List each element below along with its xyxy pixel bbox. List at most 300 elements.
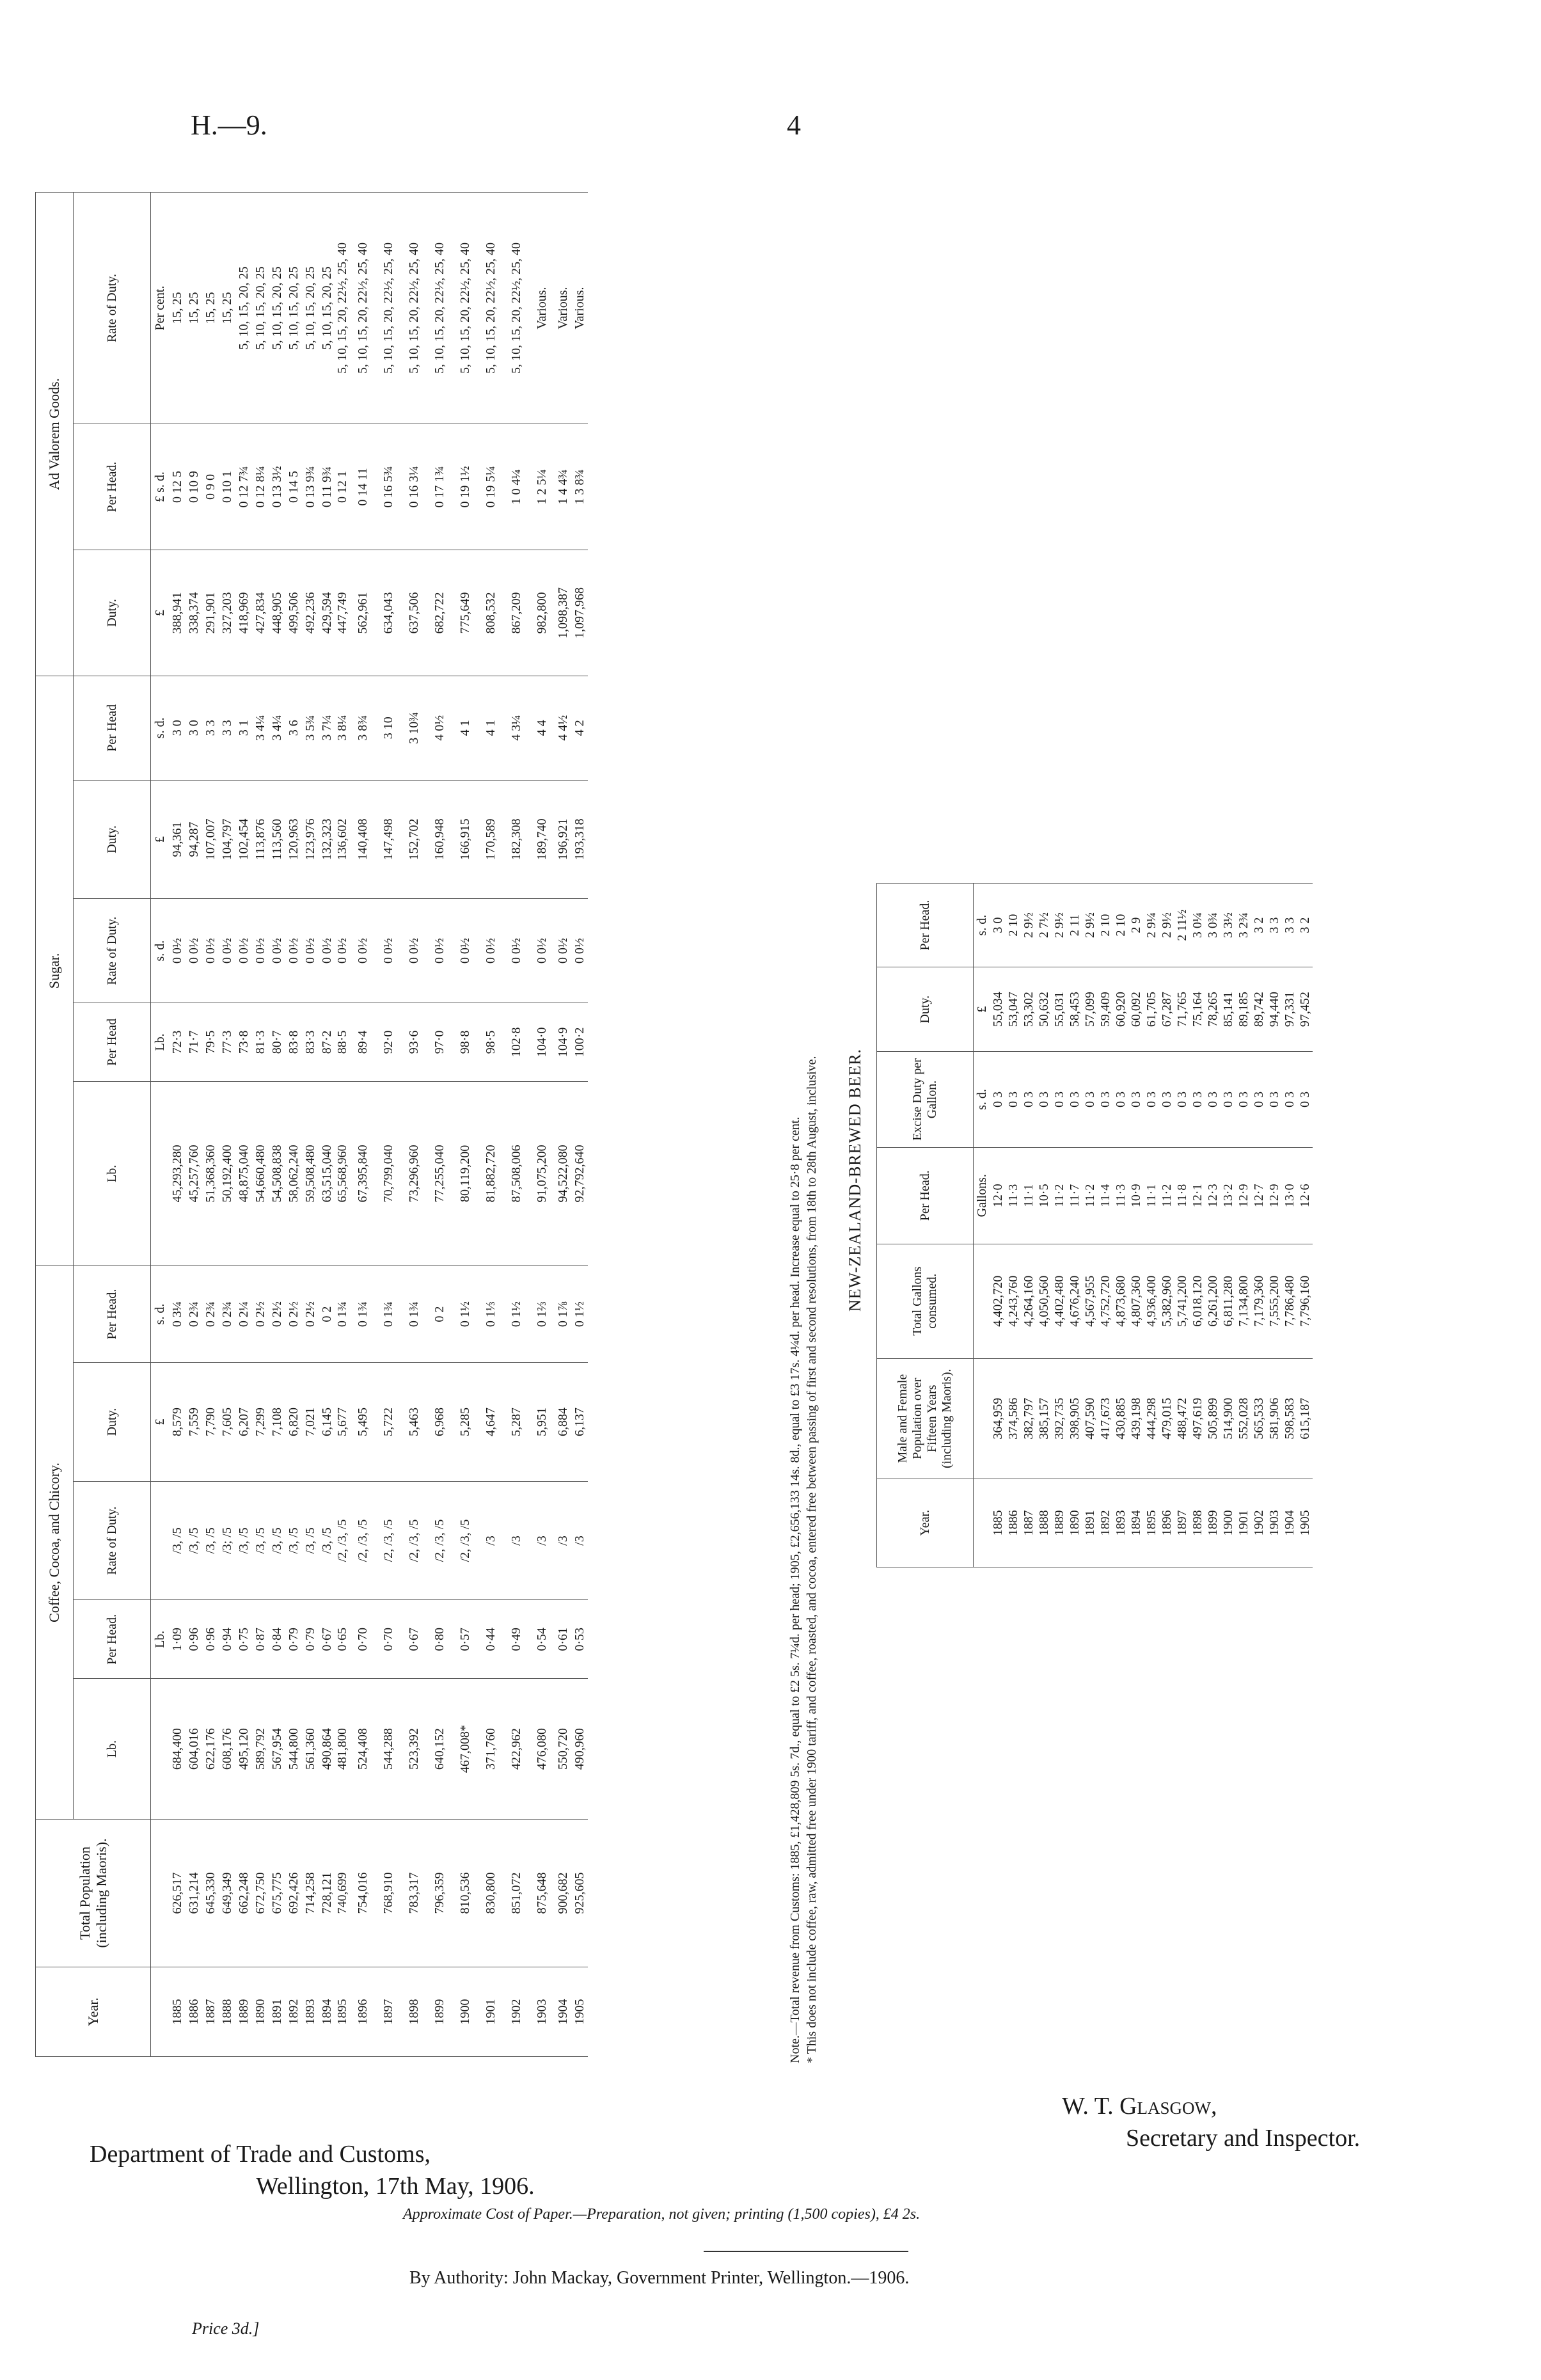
price-line: Price 3d.] [192,2319,260,2338]
table-cell: 0 16 5¾ [375,424,401,550]
col-coffee-duty-per-head: Per Head. [74,1265,151,1362]
table-cell: 388,941 [169,550,186,676]
table-cell: 0 0½ [219,899,235,1003]
table-cell: 11·8 [1174,1147,1190,1244]
table-cell: 0·67 [319,1600,335,1679]
table-cell: 490,960 [571,1679,588,1820]
signatory-name: W. T. Glasgow, [1062,2093,1217,2120]
table-cell: s. d. [151,676,170,780]
table-cell: 0·61 [555,1600,571,1679]
col-coffee-duty: Duty. [74,1363,151,1482]
table-cell: 3 0 [990,884,1006,967]
table-cell: 0 13 9¾ [302,424,319,550]
table-cell: 783,317 [401,1819,427,1967]
table-row [375,193,401,2057]
table-cell: 4,936,400 [1144,1244,1159,1358]
table-row [302,193,319,2057]
table-cell: 0 0½ [427,899,452,1003]
notes-block [787,976,820,2063]
table-cell: 0·79 [302,1600,319,1679]
beer-table-region [876,883,1313,1567]
table-cell: 672,750 [252,1819,269,1967]
table-cell: 1 3 8¾ [571,424,588,550]
table-cell: 3 10¾ [401,676,427,780]
table-cell: 1896 [350,1967,375,2057]
table-cell: 0 0½ [235,899,252,1003]
table-cell: 0 16 3¼ [401,424,427,550]
table-cell: 0·96 [202,1600,219,1679]
table-cell: 0 3 [1098,1052,1113,1148]
table-row [269,193,285,2057]
trade-table-body [151,193,589,2057]
table-cell: 67,395,840 [350,1081,375,1265]
table-cell: 71,765 [1174,967,1190,1052]
table-cell: 1897 [1174,1479,1190,1567]
table-cell: 4 4 [529,676,555,780]
table-cell: 5, 10, 15, 20, 25 [302,193,319,424]
beer-row [1036,884,1052,1567]
table-cell: 7,786,480 [1282,1244,1297,1358]
table-cell: 0 2¼ [235,1265,252,1362]
table-cell: /2, /3, /5 [427,1481,452,1600]
table-cell: 550,720 [555,1679,571,1820]
table-cell: 714,258 [302,1819,319,1967]
table-cell: 1902 [503,1967,529,2057]
table-cell: 6,820 [285,1363,302,1482]
table-cell: 1888 [1036,1479,1052,1567]
table-cell: 1 4 4¾ [555,424,571,550]
table-cell: 3 0¾ [1205,884,1221,967]
table-cell: 5, 10, 15, 20, 22½, 25, 40 [503,193,529,424]
col-adv-rate: Rate of Duty. [74,193,151,424]
table-cell: 189,740 [529,780,555,899]
table-cell: 4,647 [478,1363,503,1482]
table-cell: 147,498 [375,780,401,899]
table-cell: 5, 10, 15, 20, 22½, 25, 40 [350,193,375,424]
table-cell: 5, 10, 15, 20, 22½, 25, 40 [427,193,452,424]
beer-row [1190,884,1205,1567]
table-cell: 7,559 [186,1363,202,1482]
table-row [401,193,427,2057]
table-cell: 98·5 [478,1003,503,1081]
page-code: H.—9. [191,109,267,141]
table-cell: 1895 [1144,1479,1159,1567]
divider [704,2251,908,2252]
table-cell: 4 1 [452,676,478,780]
table-cell: 0·53 [571,1600,588,1679]
beer-row [1297,884,1313,1567]
table-cell [151,1967,170,2057]
col-sugar-lb: Lb. [74,1081,151,1265]
table-cell: 60,092 [1128,967,1144,1052]
table-cell: 87,508,006 [503,1081,529,1265]
table-cell: 0 12 1 [335,424,350,550]
table-cell: 495,120 [235,1679,252,1820]
table-cell: 5,287 [503,1363,529,1482]
table-cell: 87·2 [319,1003,335,1081]
table-cell: 83·8 [285,1003,302,1081]
col-year: Year. [36,1967,151,2057]
table-cell: 1·09 [169,1600,186,1679]
table-cell: 900,682 [555,1819,571,1967]
table-cell: 170,589 [478,780,503,899]
beer-row [1113,884,1128,1567]
table-cell: 429,594 [319,550,335,676]
table-cell: 48,875,040 [235,1081,252,1265]
table-cell: 4,873,680 [1113,1244,1128,1358]
table-cell: 104·9 [555,1003,571,1081]
table-cell: 55,034 [990,967,1006,1052]
beer-row [1067,884,1082,1567]
table-cell: 53,047 [1006,967,1021,1052]
table-cell: 5, 10, 15, 20, 22½, 25, 40 [452,193,478,424]
table-cell: 7,021 [302,1363,319,1482]
table-cell: 83·3 [302,1003,319,1081]
table-cell: 1 0 4¼ [503,424,529,550]
table-cell: 565,533 [1251,1358,1267,1479]
table-cell: 11·2 [1052,1147,1067,1244]
table-cell: 3 2 [1297,884,1313,967]
table-cell: 2 9½ [1159,884,1174,967]
table-cell: s. d. [151,899,170,1003]
table-cell: 0 1½ [452,1265,478,1362]
table-cell: 2 10 [1006,884,1021,967]
table-cell: 1889 [235,1967,252,2057]
table-cell: 1886 [186,1967,202,2057]
table-cell: 12·9 [1236,1147,1251,1244]
table-cell: 0 0½ [335,899,350,1003]
table-cell: 65,568,960 [335,1081,350,1265]
table-cell: 4,752,720 [1098,1244,1113,1358]
table-cell: 0·87 [252,1600,269,1679]
table-cell: 4,050,560 [1036,1244,1052,1358]
table-cell: 107,007 [202,780,219,899]
table-cell: 51,368,360 [202,1081,219,1265]
table-cell: 89·4 [350,1003,375,1081]
table-cell: 7,555,200 [1267,1244,1282,1358]
table-cell: 5,951 [529,1363,555,1482]
table-cell: £ [974,967,991,1052]
table-cell: 1893 [302,1967,319,2057]
table-cell: 1891 [1082,1479,1098,1567]
table-cell: 5, 10, 15, 20, 25 [269,193,285,424]
table-cell: 675,775 [269,1819,285,1967]
table-cell: 6,145 [319,1363,335,1482]
table-row [169,193,186,2057]
table-cell: 0 3 [1297,1052,1313,1148]
table-cell: 12·6 [1297,1147,1313,1244]
table-cell: 12·9 [1267,1147,1282,1244]
table-cell: 488,472 [1174,1358,1190,1479]
table-cell: 11·1 [1021,1147,1036,1244]
table-cell: 50,632 [1036,967,1052,1052]
col-sugar-rate: Rate of Duty. [74,899,151,1003]
table-cell: 768,910 [375,1819,401,1967]
table-cell: 447,749 [335,550,350,676]
table-cell: 0 2 [319,1265,335,1362]
table-cell: 1885 [169,1967,186,2057]
table-cell: 497,619 [1190,1358,1205,1479]
table-cell: Various. [555,193,571,424]
table-cell: 481,800 [335,1679,350,1820]
table-cell: 0 1¾ [401,1265,427,1362]
table-cell: s. d. [151,1265,170,1362]
beer-row [1267,884,1282,1567]
table-cell: 1895 [335,1967,350,2057]
table-cell: 3 6 [285,676,302,780]
table-cell: 3 5¾ [302,676,319,780]
table-cell: 15, 25 [169,193,186,424]
table-cell: 0 3¼ [169,1265,186,1362]
table-cell: 6,968 [427,1363,452,1482]
table-cell: 13·0 [1282,1147,1297,1244]
table-cell: 97·0 [427,1003,452,1081]
table-cell: 94,440 [1267,967,1282,1052]
table-cell: 1892 [285,1967,302,2057]
table-cell: 4,402,480 [1052,1244,1067,1358]
table-cell [151,1481,170,1600]
table-cell: 0 3 [1267,1052,1282,1148]
table-cell: 608,176 [219,1679,235,1820]
group-coffee: Coffee, Cocoa, and Chicory. [36,1265,74,1819]
table-cell: 2 9½ [1021,884,1036,967]
table-cell: 808,532 [478,550,503,676]
table-cell: 75,164 [1190,967,1205,1052]
table-cell: 5, 10, 15, 20, 25 [319,193,335,424]
table-cell: 1889 [1052,1479,1067,1567]
table-cell: 1888 [219,1967,235,2057]
table-cell: 81,882,720 [478,1081,503,1265]
table-cell: 0 1½ [571,1265,588,1362]
table-cell: 544,800 [285,1679,302,1820]
table-cell: 1893 [1113,1479,1128,1567]
table-row [350,193,375,2057]
table-cell: 0 3 [1113,1052,1128,1148]
table-cell: 645,330 [202,1819,219,1967]
table-cell: 0 3 [1282,1052,1297,1148]
beer-table [876,883,1313,1567]
table-cell: 94,361 [169,780,186,899]
table-cell: 0 2¾ [202,1265,219,1362]
table-cell: 98·8 [452,1003,478,1081]
table-row [452,193,478,2057]
table-cell: 1900 [452,1967,478,2057]
table-cell: 622,176 [202,1679,219,1820]
table-cell: 0 2¾ [219,1265,235,1362]
beer-row [1144,884,1159,1567]
table-cell: 57,099 [1082,967,1098,1052]
group-sugar: Sugar. [36,676,74,1265]
table-cell: 166,915 [452,780,478,899]
table-cell: 0·49 [503,1600,529,1679]
table-cell: 3 0¼ [1190,884,1205,967]
table-cell: 392,735 [1052,1358,1067,1479]
table-cell: 796,359 [427,1819,452,1967]
table-cell: 374,586 [1006,1358,1021,1479]
col-sugar-per-head: Per Head [74,1003,151,1081]
table-cell: /3, /5 [285,1481,302,1600]
table-cell: /3 [555,1481,571,1600]
beer-row [1052,884,1067,1567]
table-cell: 5, 10, 15, 20, 25 [285,193,302,424]
table-cell: 684,400 [169,1679,186,1820]
table-cell [151,1679,170,1820]
table-cell: 0·67 [401,1600,427,1679]
table-cell: 2 10 [1098,884,1113,967]
table-cell: 104·0 [529,1003,555,1081]
table-cell: 631,214 [186,1819,202,1967]
table-cell: 55,031 [1052,967,1067,1052]
beer-row [1221,884,1236,1567]
table-cell: 3 3 [219,676,235,780]
table-cell: 0 2½ [285,1265,302,1362]
table-cell: 10·9 [1128,1147,1144,1244]
table-cell: 0 1¾ [335,1265,350,1362]
table-cell: 11·2 [1159,1147,1174,1244]
table-cell: 3 2¾ [1236,884,1251,967]
trade-statistics-table-region [35,192,784,2057]
table-cell: 5, 10, 15, 20, 22½, 25, 40 [375,193,401,424]
table-cell: 5, 10, 15, 20, 22½, 25, 40 [335,193,350,424]
table-cell: /3; /5 [219,1481,235,1600]
table-cell: 649,349 [219,1819,235,1967]
table-row [503,193,529,2057]
table-cell: 67,287 [1159,967,1174,1052]
table-cell: /3 [478,1481,503,1600]
table-cell: 0 0½ [350,899,375,1003]
table-cell: 589,792 [252,1679,269,1820]
beer-col-duty: Duty. [877,967,974,1052]
table-cell: 58,062,240 [285,1081,302,1265]
table-cell: 0 3 [1082,1052,1098,1148]
table-cell: 385,157 [1036,1358,1052,1479]
table-cell: 54,508,838 [269,1081,285,1265]
table-row [252,193,269,2057]
table-cell: 0·84 [269,1600,285,1679]
trade-statistics-table [35,192,588,2057]
table-cell: 5,463 [401,1363,427,1482]
table-cell: 15, 25 [186,193,202,424]
table-cell: 94,522,080 [555,1081,571,1265]
table-cell: 3 4¼ [252,676,269,780]
table-cell: 12·1 [1190,1147,1205,1244]
table-cell: 0 3 [1021,1052,1036,1148]
table-cell: 505,899 [1205,1358,1221,1479]
table-cell: 4 4½ [555,676,571,780]
table-row [319,193,335,2057]
table-cell: 3 3 [202,676,219,780]
table-cell: 499,506 [285,550,302,676]
col-coffee-lb: Lb. [74,1679,151,1820]
table-cell: 136,602 [335,780,350,899]
table-cell: 104,797 [219,780,235,899]
col-adv-duty: Duty. [74,550,151,676]
table-cell: 1902 [1251,1479,1267,1567]
table-cell: 11·1 [1144,1147,1159,1244]
table-cell: /2, /3, /5 [335,1481,350,1600]
table-cell: 15, 25 [219,193,235,424]
table-cell: 2 9½ [1052,884,1067,967]
table-cell: 2 11 [1067,884,1082,967]
table-cell: 0 0½ [529,899,555,1003]
table-cell: 4 1 [478,676,503,780]
table-cell: Gallons. [974,1147,991,1244]
table-cell: 5, 10, 15, 20, 22½, 25, 40 [401,193,427,424]
table-cell: 2 7½ [1036,884,1052,967]
table-cell: 85,141 [1221,967,1236,1052]
table-cell: 2 9¼ [1144,884,1159,967]
beer-row [1205,884,1221,1567]
table-cell: 1897 [375,1967,401,2057]
table-cell: 0 0½ [319,899,335,1003]
table-cell: 0 10 1 [219,424,235,550]
revenue-note: Note.—Total revenue from Customs: 1885, £1,428,809 5s. 7d., equal to £2 5s. 7¼d. per head; 1905, £2,656,133 14s. 8d., equal to £3 17s. 4¼d. per head. Increase equal to 25·8 per cent. [788,1116,802,2063]
table-row [219,193,235,2057]
table-cell: 0·75 [235,1600,252,1679]
table-cell: 77·3 [219,1003,235,1081]
table-cell: 7,134,800 [1236,1244,1251,1358]
table-cell: 3 2 [1251,884,1267,967]
table-cell: 113,560 [269,780,285,899]
table-cell: 80,119,200 [452,1081,478,1265]
table-cell: 0·54 [529,1600,555,1679]
table-cell: 4,402,720 [990,1244,1006,1358]
table-cell: 2 9½ [1082,884,1098,967]
beer-table-title: NEW-ZEALAND-BREWED BEER. [846,1048,864,1312]
table-cell: 77,255,040 [427,1081,452,1265]
table-cell: 0 14 5 [285,424,302,550]
table-cell: 0 3 [1052,1052,1067,1148]
table-cell [974,1358,991,1479]
table-cell: 100·2 [571,1003,588,1081]
table-cell: 6,018,120 [1190,1244,1205,1358]
table-cell: 851,072 [503,1819,529,1967]
table-cell: 120,963 [285,780,302,899]
table-cell: 634,043 [375,550,401,676]
table-cell: 88·5 [335,1003,350,1081]
table-cell: 3 3 [1282,884,1297,967]
table-cell: 581,906 [1267,1358,1282,1479]
table-cell: 45,257,760 [186,1081,202,1265]
table-cell: 0 3 [1159,1052,1174,1148]
table-cell: /3, /5 [302,1481,319,1600]
table-cell: 417,673 [1098,1358,1113,1479]
table-cell: 59,508,480 [302,1081,319,1265]
beer-col-gallons: Total Gallons consumed. [877,1244,974,1358]
table-cell: 0 1½ [503,1265,529,1362]
table-cell: 123,976 [302,780,319,899]
table-cell: 1885 [990,1479,1006,1567]
table-cell: 4,567,955 [1082,1244,1098,1358]
table-cell: 982,800 [529,550,555,676]
units-row [151,193,170,2057]
table-cell: 626,517 [169,1819,186,1967]
table-cell: /3, /5 [186,1481,202,1600]
table-cell: 4,243,760 [1006,1244,1021,1358]
table-cell: 0 19 1½ [452,424,478,550]
table-cell: 0 0½ [252,899,269,1003]
table-cell: 11·3 [1113,1147,1128,1244]
table-cell: 2 9 [1128,884,1144,967]
table-cell: 418,969 [235,550,252,676]
table-cell: 0 0½ [186,899,202,1003]
table-cell: 4,264,160 [1021,1244,1036,1358]
table-cell: 448,905 [269,550,285,676]
beer-col-duty-per-head: Per Head. [877,884,974,967]
table-cell: 0 1⅞ [555,1265,571,1362]
group-ad-valorem: Ad Valorem Goods. [36,193,74,676]
beer-row [1282,884,1297,1567]
